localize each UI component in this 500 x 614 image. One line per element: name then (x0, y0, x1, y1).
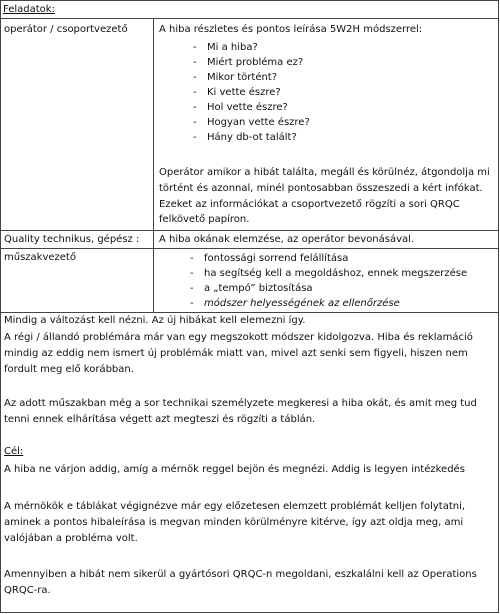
role-shift-manager: műszakvezető (4, 252, 76, 263)
paragraph-shift-line: tenni ennek elhárítása végett azt megteszi és rögzíti a táblán. (4, 414, 316, 425)
paragraph-old-problems-line: A régi / állandó problémára már van egy megszokott módszer kidolgozva. Hiba és reklamáció (4, 332, 473, 343)
paragraph-old-problems-line: mindig az eddig nem ismert új problémák miatt van, mivel azt senki sem figyeli, hiszen nem (4, 348, 468, 359)
role-quality-technician: Quality technikus, gépész : (4, 234, 140, 245)
method-intro: A hiba részletes és pontos leírása 5W2H módszerrel: (159, 24, 423, 35)
operator-paragraph-line: felkövető papíron. (159, 214, 250, 225)
paragraph-escalation-line: Amennyiben a hibát nem sikerül a gyártósori QRQC-n megoldani, eszkalálni kell az Operations (4, 569, 477, 580)
section-title: Feladatok: (3, 4, 55, 15)
operator-paragraph-line: Ezeket az információkat a csoportvezető rögzíti a sori QRQC (159, 199, 460, 210)
column-divider (153, 18, 154, 312)
goal-label: Cél: (4, 446, 24, 457)
table-top-border (0, 18, 499, 19)
paragraph-goal: A hiba ne várjon addig, amíg a mérnök reggel bejön és megnézi. Addig is legyen intézkedés (4, 464, 465, 475)
row-divider (0, 230, 499, 231)
row-divider (0, 248, 499, 249)
paragraph-escalation-line: QRQC-ra. (4, 585, 51, 596)
paragraph-old-problems-line: fordult meg elő korábban. (4, 364, 134, 375)
operator-paragraph-line: történt és azonnal, minél pontosabban összeszedi a kért infókat. (159, 183, 483, 194)
role-operator: operátor / csoportvezető (4, 24, 128, 35)
operator-paragraph-line: Operátor amikor a hibát találta, megáll és körülnéz, átgondolja mi (159, 167, 490, 178)
table-bottom-border (0, 312, 499, 313)
paragraph-shift-line: Az adott műszakban még a sor technikai személyzete megkeresi a hiba okát, és amit meg tud (4, 398, 477, 409)
paragraph-engineers-line: valójában a probléma volt. (4, 533, 138, 544)
paragraph-engineers-line: aminek a pontos hibaleírása is megvan minden körülményre kitérve, így azt oldja meg, ami (4, 517, 464, 528)
quality-task: A hiba okának elemzése, az operátor bevonásával. (159, 234, 415, 245)
paragraph-change: Mindig a változást kell nézni. Az új hibákat kell elemezni így. (4, 315, 306, 326)
paragraph-engineers-line: A mérnökök e táblákat végignézve már egy előzetesen elemzett problémát kelljen folytatni, (4, 501, 466, 512)
